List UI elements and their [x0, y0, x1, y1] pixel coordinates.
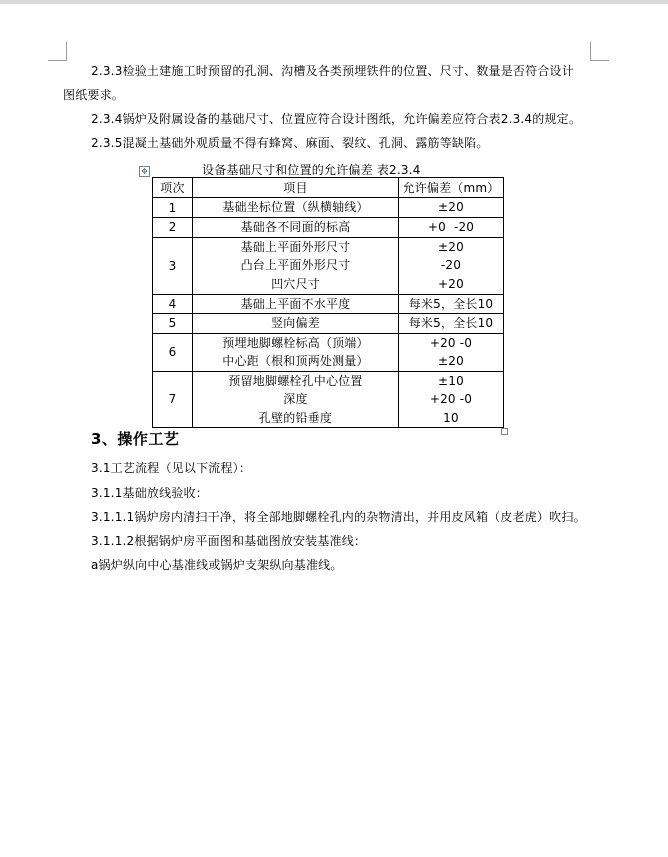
- tolerance-line: ±10: [438, 373, 464, 388]
- table-row: [153, 218, 504, 238]
- table-row: [153, 333, 504, 371]
- cell-item: [193, 198, 399, 218]
- item-line: 凹穴尺寸: [271, 276, 320, 291]
- table-row: [153, 371, 504, 428]
- cell-no: 6: [153, 333, 193, 371]
- cell-tolerance: [399, 237, 504, 294]
- item-line: 凸台上平面外形尺寸: [240, 258, 351, 273]
- cell-item: [193, 371, 399, 428]
- item-line: 基础各不同面的标高: [240, 220, 351, 234]
- paragraph-3-1-1: 3.1.1基础放线验收：: [91, 486, 208, 500]
- cell-tolerance: [399, 371, 504, 428]
- tolerance-line: 每米5，全长10: [408, 296, 494, 311]
- table-caption: 设备基础尺寸和位置的允许偏差 表2.3.4: [202, 163, 421, 177]
- table-row: [153, 314, 504, 334]
- table-row: [153, 198, 504, 218]
- cell-tolerance: [399, 333, 504, 371]
- tolerance-table: [152, 177, 504, 428]
- cell-tolerance: [399, 314, 504, 334]
- table-row: [153, 294, 504, 314]
- cell-no: 5: [153, 314, 193, 334]
- item-line: 基础坐标位置（纵横轴线）: [222, 200, 369, 215]
- paragraph-3-1-1-1: 3.1.1.1锅炉房内清扫干净，将全部地脚螺栓孔内的杂物清出，并用皮风箱（皮老虎）吹扫。: [91, 510, 586, 524]
- tolerance-line: +0 -20: [427, 220, 475, 234]
- item-line: 孔壁的铅垂度: [258, 410, 333, 425]
- paragraph-2-3-5: 2.3.5混凝土基础外观质量不得有蜂窝、麻面、裂纹、孔洞、露筋等缺陷。: [91, 136, 489, 150]
- cell-no: 4: [153, 294, 193, 314]
- paragraph-a: a锅炉纵向中心基准线或锅炉支架纵向基准线。: [91, 558, 343, 572]
- item-line: 基础上平面外形尺寸: [240, 239, 351, 254]
- cell-no: 1: [153, 198, 193, 218]
- paragraph-2-3-4: 2.3.4锅炉及附属设备的基础尺寸、位置应符合设计图纸，允许偏差应符合表2.3.4的规定。: [91, 112, 582, 126]
- paragraph-3-1: 3.1工艺流程（见以下流程）：: [91, 461, 252, 475]
- header-no: 项次: [153, 178, 193, 198]
- cell-item: [193, 333, 399, 371]
- cell-item: [193, 294, 399, 314]
- cell-no: 3: [153, 237, 193, 294]
- tolerance-line: -20: [440, 258, 462, 273]
- cell-item: [193, 237, 399, 294]
- tolerance-line: +20 -0: [429, 335, 473, 350]
- tolerance-line: ±20: [438, 239, 464, 254]
- margin-corner-top-left: [48, 42, 67, 61]
- top-border: [0, 0, 668, 4]
- tolerance-line: +20: [438, 276, 464, 291]
- cell-no: 2: [153, 218, 193, 238]
- tolerance-line: +20 -0: [429, 392, 473, 406]
- tolerance-line: ±20: [438, 354, 464, 368]
- cell-item: [193, 218, 399, 238]
- table-row: [153, 237, 504, 294]
- section-3-heading: 3、操作工艺: [91, 430, 180, 448]
- item-line: 预留地脚螺栓孔中心位置: [228, 373, 363, 388]
- cell-tolerance: [399, 198, 504, 218]
- cell-item: [193, 314, 399, 334]
- item-line: 竖向偏差: [271, 316, 320, 330]
- table-resize-handle-icon[interactable]: [501, 428, 508, 435]
- cell-tolerance: [399, 294, 504, 314]
- table-header-row: [153, 178, 504, 198]
- paragraph-2-3-3-line2: 图纸要求。: [63, 88, 125, 102]
- item-line: 深度: [283, 392, 308, 406]
- cell-no: 7: [153, 371, 193, 428]
- header-tolerance: 允许偏差（mm）: [399, 178, 504, 198]
- margin-corner-top-right: [590, 42, 609, 61]
- paragraph-3-1-1-2: 3.1.1.2根据锅炉房平面图和基础图放安装基准线：: [91, 534, 367, 548]
- tolerance-line: 10: [443, 410, 459, 425]
- item-line: 预埋地脚螺栓标高（顶端）: [222, 335, 369, 350]
- tolerance-line: 每米5，全长10: [408, 316, 494, 330]
- cell-tolerance: [399, 218, 504, 238]
- paragraph-2-3-3-line1: 2.3.3检验土建施工时预留的孔洞、沟槽及各类预埋铁件的位置、尺寸、数量是否符合设计: [91, 64, 574, 78]
- item-line: 基础上平面不水平度: [240, 296, 351, 311]
- header-item: 项目: [193, 178, 399, 198]
- tolerance-line: ±20: [438, 200, 464, 215]
- item-line: 中心距（根和顶两处测量）: [222, 354, 369, 368]
- table-move-handle-icon[interactable]: ✥: [139, 166, 150, 177]
